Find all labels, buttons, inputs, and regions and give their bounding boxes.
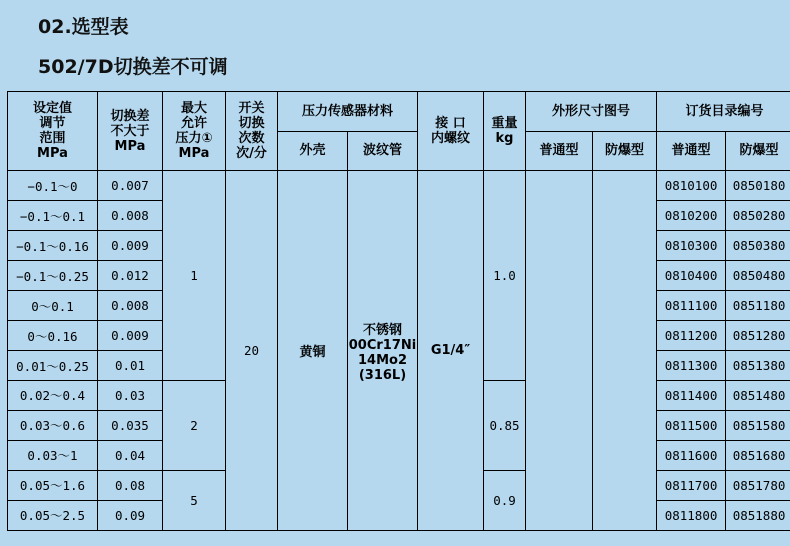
range-cell: 0.02～0.4	[8, 381, 98, 411]
order-explosion-cell: 0851280	[726, 321, 790, 351]
header-dim-explosion: 防爆型	[593, 131, 657, 171]
dim-standard-cell	[526, 171, 593, 531]
multiline-text: 开关 切换 次数 次/分	[236, 101, 267, 162]
diff-cell: 0.04	[98, 440, 163, 470]
order-standard-cell: 0811500	[657, 410, 726, 440]
switch-frequency-value: 20	[226, 171, 278, 531]
range-cell: −0.1～0.1	[8, 201, 98, 231]
order-standard-cell: 0810300	[657, 231, 726, 261]
header-switch-frequency	[226, 92, 278, 171]
diff-cell: 0.008	[98, 201, 163, 231]
order-explosion-cell: 0850380	[726, 231, 790, 261]
order-explosion-cell: 0851580	[726, 410, 790, 440]
order-explosion-cell: 0851380	[726, 351, 790, 381]
range-cell: 0.01～0.25	[8, 351, 98, 381]
diff-cell: 0.007	[98, 171, 163, 201]
header-dim-standard: 普通型	[526, 131, 593, 171]
range-cell: 0.03～0.6	[8, 410, 98, 440]
range-cell: −0.1～0.25	[8, 261, 98, 291]
max-pressure-group-1: 1	[163, 171, 226, 381]
order-standard-cell: 0811400	[657, 381, 726, 411]
range-cell: 0～0.16	[8, 321, 98, 351]
multiline-text: 接 口 内螺纹	[431, 116, 471, 147]
diff-cell: 0.008	[98, 291, 163, 321]
diff-cell: 0.009	[98, 231, 163, 261]
header-order-standard: 普通型	[657, 131, 726, 171]
range-cell: 0.05～2.5	[8, 500, 98, 530]
order-standard-cell: 0811700	[657, 470, 726, 500]
order-explosion-cell: 0850480	[726, 261, 790, 291]
header-order-explosion: 防爆型	[726, 131, 790, 171]
order-standard-cell: 0811800	[657, 500, 726, 530]
weight-group-3: 0.9	[484, 470, 526, 530]
range-cell: 0.03～1	[8, 440, 98, 470]
dim-explosion-cell	[593, 171, 657, 531]
order-explosion-cell: 0851480	[726, 381, 790, 411]
header-order-number: 订货目录编号	[657, 92, 790, 132]
order-explosion-cell: 0850280	[726, 201, 790, 231]
weight-group-2: 0.85	[484, 381, 526, 471]
order-standard-cell: 0811300	[657, 351, 726, 381]
weight-group-1: 1.0	[484, 171, 526, 381]
range-cell: 0.05～1.6	[8, 470, 98, 500]
multiline-text: 切换差 不大于 MPa	[110, 108, 150, 154]
selection-table	[7, 91, 790, 531]
header-range	[8, 92, 98, 171]
connection-thread: G1/4″	[418, 171, 484, 531]
range-cell: −0.1～0.16	[8, 231, 98, 261]
diff-cell: 0.08	[98, 470, 163, 500]
diff-cell: 0.009	[98, 321, 163, 351]
order-explosion-cell: 0851680	[726, 440, 790, 470]
multiline-text: 最大 允许 压力① MPa	[175, 101, 213, 162]
model-title: 502/7D切换差不可调	[38, 56, 228, 78]
header-switch-diff	[98, 92, 163, 171]
order-standard-cell: 0811100	[657, 291, 726, 321]
multiline-text: 不锈钢 00Cr17Ni 14Mo2 (316L)	[348, 322, 417, 383]
order-explosion-cell: 0850180	[726, 171, 790, 201]
bellows-material	[348, 171, 418, 531]
diff-cell: 0.09	[98, 500, 163, 530]
order-explosion-cell: 0851880	[726, 500, 790, 530]
range-cell: 0～0.1	[8, 291, 98, 321]
order-standard-cell: 0810100	[657, 171, 726, 201]
header-dimension-drawing: 外形尺寸图号	[526, 92, 657, 132]
order-standard-cell: 0810400	[657, 261, 726, 291]
multiline-text: 重量 kg	[491, 116, 518, 147]
diff-cell: 0.035	[98, 410, 163, 440]
header-sensor-material: 压力传感器材料	[278, 92, 418, 132]
header-housing: 外壳	[278, 131, 348, 171]
range-cell: −0.1～0	[8, 171, 98, 201]
order-standard-cell: 0810200	[657, 201, 726, 231]
max-pressure-group-3: 5	[163, 470, 226, 530]
header-weight	[484, 92, 526, 171]
order-explosion-cell: 0851780	[726, 470, 790, 500]
housing-material: 黄铜	[278, 171, 348, 531]
order-standard-cell: 0811200	[657, 321, 726, 351]
table-row	[8, 171, 790, 201]
max-pressure-group-2: 2	[163, 381, 226, 471]
section-title: 02.选型表	[38, 16, 129, 38]
header-bellows: 波纹管	[348, 131, 418, 171]
diff-cell: 0.03	[98, 381, 163, 411]
diff-cell: 0.012	[98, 261, 163, 291]
order-standard-cell: 0811600	[657, 440, 726, 470]
header-max-pressure	[163, 92, 226, 171]
diff-cell: 0.01	[98, 351, 163, 381]
multiline-text: 设定值 调节 范围 MPa	[32, 101, 72, 162]
header-connection	[418, 92, 484, 171]
order-explosion-cell: 0851180	[726, 291, 790, 321]
